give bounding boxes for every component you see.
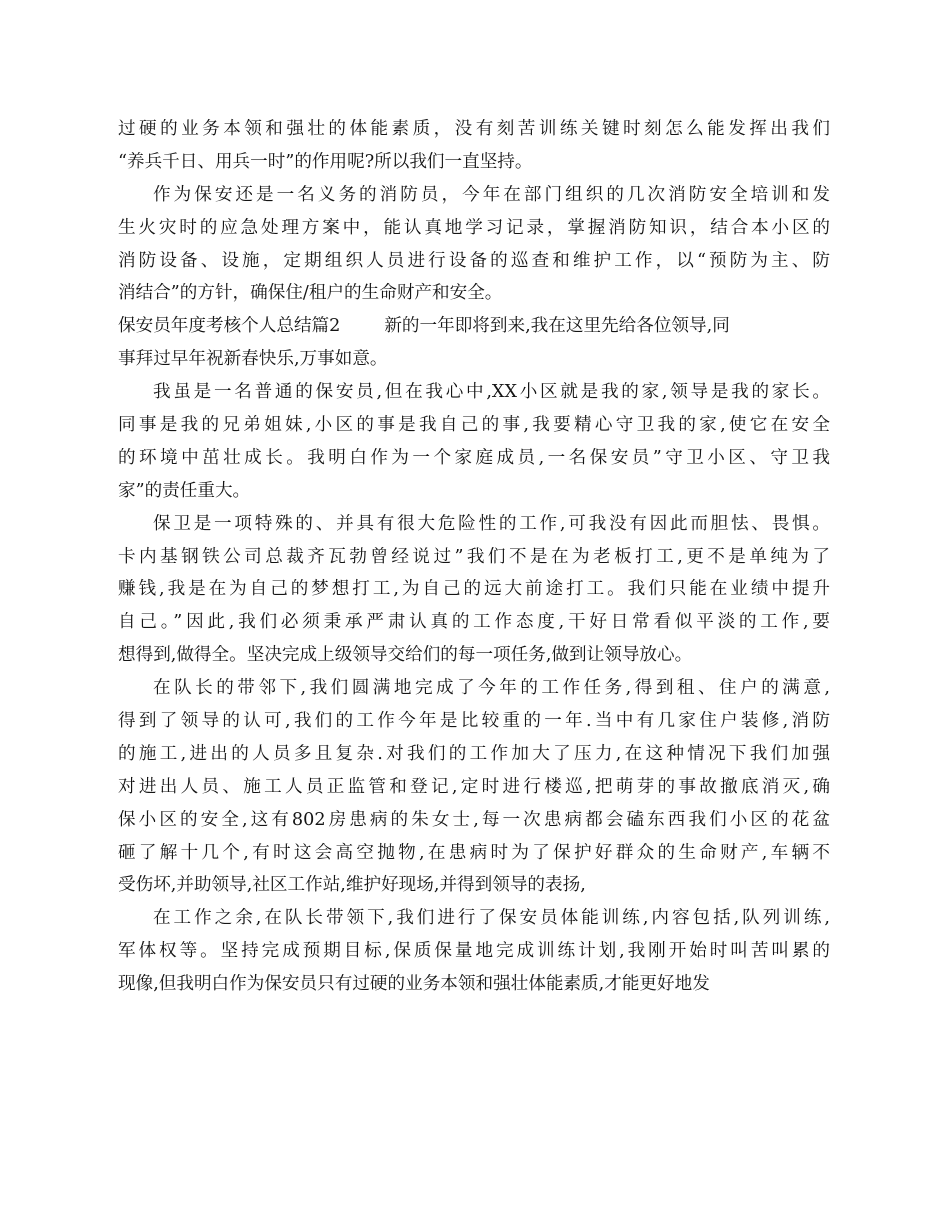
text-line: 想得到,做得全。坚决完成上级领导交给们的每一项任务,做到让领导放心。 [118, 645, 693, 666]
text-line: 同事是我的兄弟姐妹,小区的事是我自己的事,我要精心守卫我的家,使它在安全 [118, 415, 830, 436]
text-line: 生火灾时的应急处理方案中，能认真地学习记录，掌握消防知识，结合本小区的 [118, 217, 830, 238]
section-heading: 保安员年度考核个人总结篇2 [118, 316, 341, 337]
text-line: 过硬的业务本领和强壮的体能素质，没有刻苦训练关键时刻怎么能发挥出我们 [118, 119, 830, 139]
text-line: 受伤坏,并助领导,社区工作站,维护好现场,并得到领导的表扬, [118, 875, 586, 896]
text-line: 在工作之余,在队长带领下,我们进行了保安员体能训练,内容包括,队列训练, [153, 908, 830, 929]
text-line: 现像,但我明白作为保安员只有过硬的业务本领和强壮体能素质,才能更好地发 [118, 974, 710, 995]
text-line: 的施工,进出的人员多且复杂.对我们的工作加大了压力,在这种情况下我们加强 [118, 743, 830, 764]
text-line: 消结合”的方针，确保住/租户的生命财产和安全。 [118, 283, 503, 304]
text-line: 得到了领导的认可,我们的工作今年是比较重的一年.当中有几家住户装修,消防 [118, 711, 830, 732]
text-line: 保卫是一项特殊的、并具有很大危险性的工作,可我没有因此而胆怯、畏惧。 [153, 513, 830, 534]
text-line: 军体权等。坚持完成预期目标,保质保量地完成训练计划,我刚开始时叫苦叫累的 [118, 941, 830, 962]
text-line: 自己。”因此,我们必须秉承严肃认真的工作态度,干好日常看似平淡的工作,要 [118, 612, 830, 633]
text-line: 保小区的安全,这有802房患病的朱女士,每一次患病都会磕东西我们小区的花盆 [118, 809, 830, 830]
document-body [118, 113, 830, 1001]
text-line: 我虽是一名普通的保安员,但在我心中,XX小区就是我的家,领导是我的家长。 [153, 382, 830, 403]
text-line: “养兵千日、用兵一时”的作用呢?所以我们一直坚持。 [118, 151, 533, 172]
text-line: 的环境中茁壮成长。我明白作为一个家庭成员,一名保安员”守卫小区、守卫我 [118, 447, 830, 468]
text-line: 事拜过早年祝新春快乐,万事如意。 [118, 349, 388, 370]
section-heading-line [118, 310, 830, 343]
text-line: 卡内基钢铁公司总裁齐瓦勃曾经说过”我们不是在为老板打工,更不是单纯为了 [118, 546, 830, 567]
text-line: 作为保安还是一名义务的消防员，今年在部门组织的几次消防安全培训和发 [153, 184, 830, 205]
paragraph-text: 新的一年即将到来,我在这里先给各位领导,同 [384, 316, 730, 337]
text-line: 消防设备、设施，定期组织人员进行设备的巡查和维护工作，以“预防为主、防 [118, 250, 830, 271]
text-line: 家”的责任重大。 [118, 480, 251, 501]
text-line: 对进出人员、施工人员正监管和登记,定时进行楼巡,把萌芽的事故撤底消灭,确 [118, 776, 830, 797]
text-line: 砸了解十几个,有时这会高空抛物,在患病时为了保护好群众的生命财产,车辆不 [118, 842, 830, 863]
text-line: 在队长的带邻下,我们圆满地完成了今年的工作任务,得到租、住户的满意, [153, 678, 830, 699]
text-line: 赚钱,我是在为自己的梦想打工,为自己的远大前途打工。我们只能在业绩中提升 [118, 579, 830, 600]
